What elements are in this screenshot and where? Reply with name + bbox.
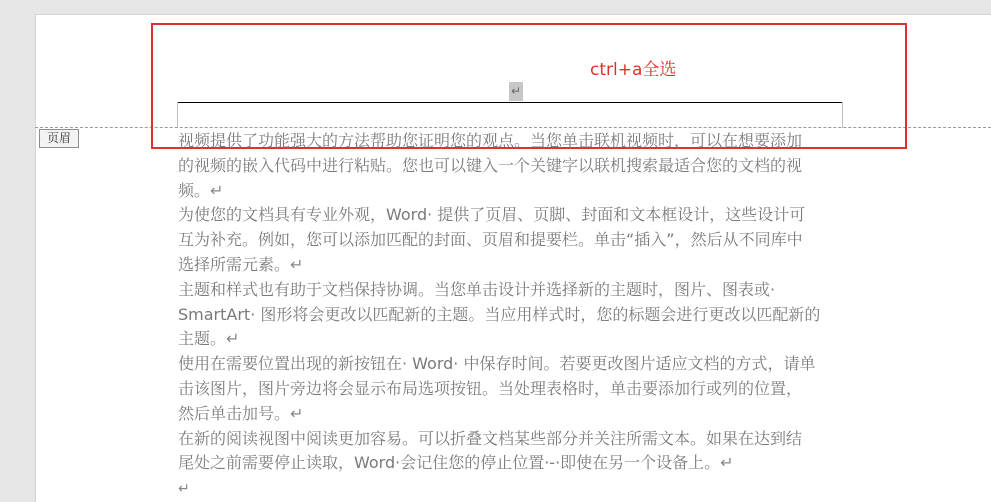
text-line: 互为补充。例如，您可以添加匹配的封面、页眉和提要栏。单击“插入”，然后从不同库中 xyxy=(178,230,803,250)
text-line: SmartArt· 图形将会更改以匹配新的主题。当应用样式时，您的标题会进行更改以匹配新的 xyxy=(178,304,821,324)
annotation-label: ctrl+a全选 xyxy=(590,60,677,80)
empty-paragraph-mark[interactable]: ↵ xyxy=(178,481,190,497)
document-body[interactable] xyxy=(178,129,846,476)
text-line: 然后单击加号。 xyxy=(178,403,291,423)
header-tag[interactable]: 页眉 xyxy=(39,129,79,148)
header-paragraph-mark[interactable]: ↵ xyxy=(509,82,523,101)
paragraph-mark: ↵ xyxy=(210,180,224,200)
paragraph-mark: ↵ xyxy=(290,403,304,423)
paragraph[interactable] xyxy=(178,129,846,203)
text-line: 视频提供了功能强大的方法帮助您证明您的观点。当您单击联机视频时，可以在想要添加 xyxy=(178,131,803,150)
paragraph[interactable] xyxy=(178,203,846,277)
text-line: 使用在需要位置出现的新按钮在· Word· 中保存时间。若要更改图片适应文档的方式，请单 xyxy=(178,354,816,374)
paragraph-mark: ↵ xyxy=(720,453,734,473)
paragraph-mark: ↵ xyxy=(290,254,304,274)
paragraph[interactable] xyxy=(178,352,846,426)
text-line: 尾处之前需要停止读取，Word·会记住您的停止位置·-·即使在另一个设备上。 xyxy=(178,453,721,473)
text-line: 的视频的嵌入代码中进行粘贴。您也可以键入一个关键字以联机搜索最适合您的文档的视 xyxy=(178,155,803,175)
paragraph[interactable] xyxy=(178,278,846,352)
text-line: 频。 xyxy=(178,180,211,200)
text-line: 主题。 xyxy=(178,329,227,349)
text-line: 选择所需元素。 xyxy=(178,254,291,274)
paragraph-mark: ↵ xyxy=(226,329,240,349)
text-line: 在新的阅读视图中阅读更加容易。可以折叠文档某些部分并关注所需文本。如果在达到结 xyxy=(178,428,803,448)
text-line: 主题和样式也有助于文档保持协调。当您单击设计并选择新的主题时，图片、图表或· xyxy=(178,279,776,299)
paragraph[interactable] xyxy=(178,427,846,477)
text-line: 击该图片，图片旁边将会显示布局选项按钮。当处理表格时，单击要添加行或列的位置， xyxy=(178,378,803,398)
text-line: 为使您的文档具有专业外观，Word· 提供了页眉、页脚、封面和文本框设计，这些设计可 xyxy=(178,205,806,225)
